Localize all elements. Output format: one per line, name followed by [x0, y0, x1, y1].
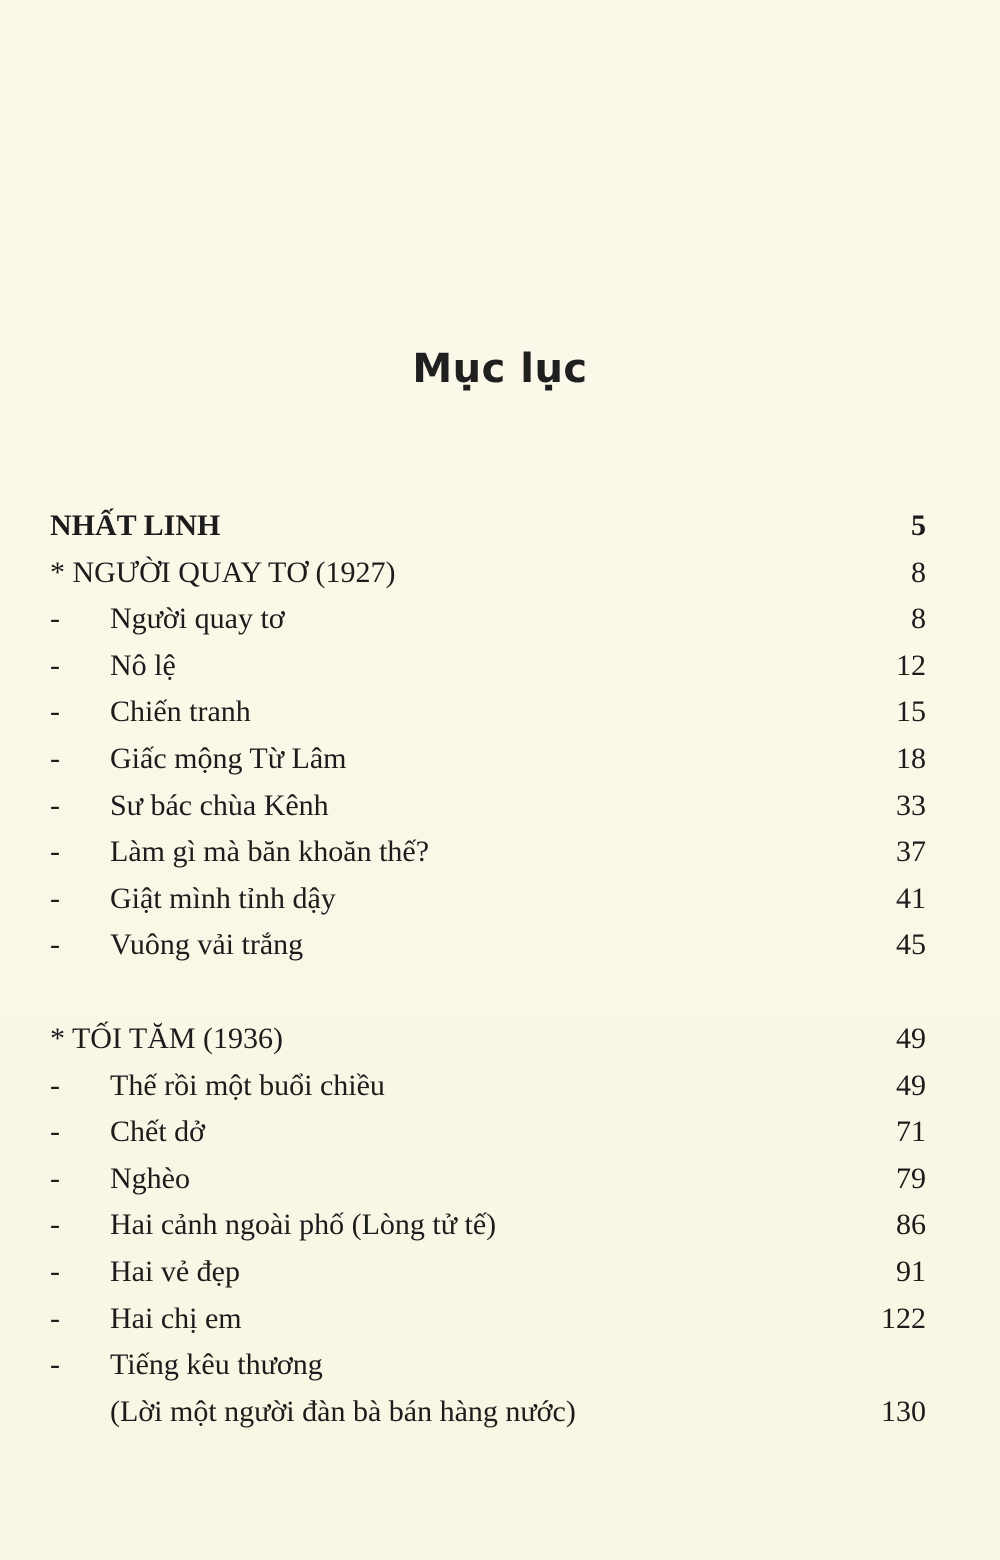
page-title: Mục lục [412, 346, 588, 392]
page-number: 5 [911, 509, 926, 542]
toc-entry [50, 1063, 926, 1110]
page-number: 49 [896, 1021, 926, 1055]
entry-title: Làm gì mà băn khoăn thế? [110, 835, 430, 869]
entry-title: Giật mình tỉnh dậy [110, 881, 336, 915]
page-number: 33 [896, 788, 926, 822]
entry-dash: - [50, 1115, 60, 1149]
entry-title: (Lời một người đàn bà bán hàng nước) [110, 1394, 576, 1428]
entry-dash: - [50, 788, 60, 822]
toc-entry [50, 643, 926, 690]
entry-title: Nghèo [110, 1161, 190, 1195]
toc-entry [50, 1202, 926, 1249]
page-number: 8 [911, 602, 926, 636]
toc-entry [50, 1249, 926, 1296]
entry-dash: - [50, 881, 60, 915]
entry-dash: - [50, 648, 60, 682]
page-number: 91 [896, 1254, 926, 1288]
table-of-contents [50, 503, 926, 1435]
toc-entry [50, 1296, 926, 1343]
entry-dash: - [50, 1348, 60, 1382]
page-number: 8 [911, 555, 926, 589]
entry-dash: - [50, 1254, 60, 1288]
toc-entry [50, 736, 926, 783]
toc-entry [50, 829, 926, 876]
page-number: 49 [896, 1068, 926, 1102]
entry-dash: - [50, 1301, 60, 1335]
toc-entry [50, 1109, 926, 1156]
entry-dash: - [50, 1208, 60, 1242]
page-number: 41 [896, 881, 926, 915]
entry-title: Người quay tơ [110, 602, 285, 636]
toc-entry [50, 1156, 926, 1203]
entry-title: Tiếng kêu thương [110, 1348, 323, 1382]
entry-title: Hai vẻ đẹp [110, 1254, 240, 1288]
section-title: * TỐI TĂM (1936) [50, 1021, 284, 1055]
entry-dash: - [50, 1068, 60, 1102]
page-number: 12 [896, 648, 926, 682]
toc-author-row [50, 503, 926, 550]
page-number: 18 [896, 741, 926, 775]
entry-dash: - [50, 928, 60, 962]
entry-dash: - [50, 602, 60, 636]
page-number: 86 [896, 1208, 926, 1242]
entry-title: Chết dở [110, 1115, 206, 1149]
page-number: 130 [881, 1394, 926, 1428]
toc-entry [50, 596, 926, 643]
toc-entry [50, 922, 926, 969]
toc-section-row [50, 550, 926, 597]
entry-title: Hai chị em [110, 1301, 242, 1335]
toc-entry [50, 1389, 926, 1436]
entry-dash: - [50, 741, 60, 775]
entry-title: Vuông vải trắng [110, 928, 304, 962]
toc-entry [50, 783, 926, 830]
toc-entry [50, 876, 926, 923]
entry-dash: - [50, 695, 60, 729]
entry-title: Thế rồi một buổi chiều [110, 1068, 385, 1102]
toc-entry [50, 1342, 926, 1389]
entry-title: Giấc mộng Từ Lâm [110, 741, 347, 775]
page-number: 122 [881, 1301, 926, 1335]
page-number: 79 [896, 1161, 926, 1195]
page-number: 15 [896, 695, 926, 729]
entry-dash: - [50, 1161, 60, 1195]
toc-entry [50, 689, 926, 736]
page-number: 71 [896, 1115, 926, 1149]
entry-title: Sư bác chùa Kênh [110, 788, 329, 822]
entry-title: Nô lệ [110, 648, 176, 682]
page-number: 45 [896, 928, 926, 962]
entry-title: Chiến tranh [110, 695, 251, 729]
author-name: NHẤT LINH [50, 509, 221, 542]
toc-section-row [50, 1016, 926, 1063]
page-number: 37 [896, 835, 926, 869]
entry-dash: - [50, 835, 60, 869]
section-title: * NGƯỜI QUAY TƠ (1927) [50, 555, 396, 589]
entry-title: Hai cảnh ngoài phố (Lòng tử tế) [110, 1208, 497, 1242]
